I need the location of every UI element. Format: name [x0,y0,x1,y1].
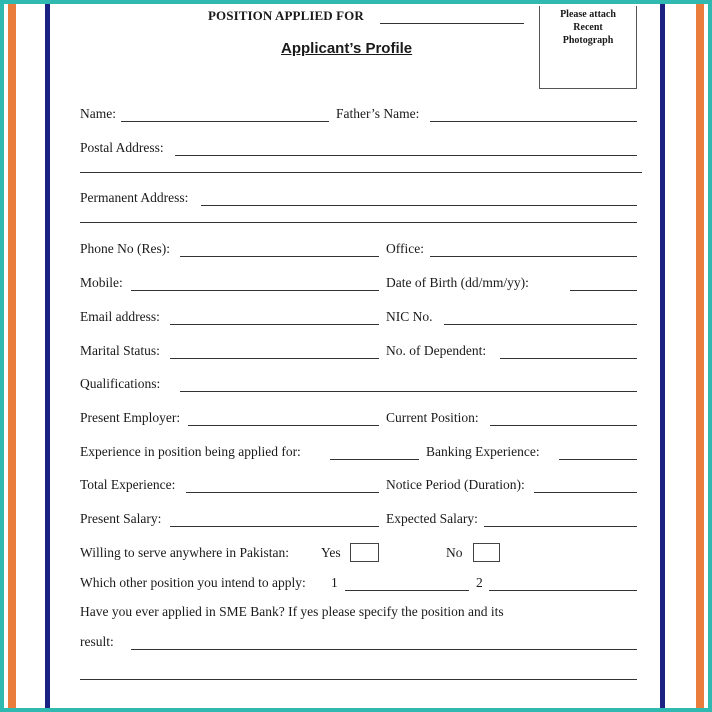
postal-address-field-line[interactable] [175,155,637,156]
postal-address-field-line-2[interactable] [80,172,642,173]
result-field-line-2[interactable] [80,679,637,680]
total-experience-label: Total Experience: [80,477,176,492]
permanent-address-field-line-2[interactable] [80,222,637,223]
current-position-label: Current Position: [386,410,479,425]
option-2-label: 2 [476,575,483,590]
marital-status-field-line[interactable] [170,358,379,359]
option-1-label: 1 [331,575,338,590]
result-label: result: [80,634,114,649]
postal-address-label: Postal Address: [80,140,164,155]
other-position-label: Which other position you intend to apply: [80,575,306,590]
email-label: Email address: [80,309,160,324]
date-of-birth-label: Date of Birth (dd/mm/yy): [386,275,529,290]
total-experience-field-line[interactable] [186,492,379,493]
qualifications-label: Qualifications: [80,376,161,391]
qualifications-field-line[interactable] [180,391,637,392]
notice-period-field-line[interactable] [534,492,637,493]
present-salary-label: Present Salary: [80,511,162,526]
right-orange-stripe [696,4,704,708]
phone-res-label: Phone No (Res): [80,241,170,256]
no-checkbox[interactable] [473,543,500,562]
dependents-label: No. of Dependent: [386,343,487,358]
date-of-birth-field-line[interactable] [570,290,637,291]
nic-label: NIC No. [386,309,433,324]
right-navy-stripe [660,4,665,708]
applied-before-question: Have you ever applied in SME Bank? If yes please specify the position and its [80,604,504,619]
position-applied-label: POSITION APPLIED FOR [208,8,364,23]
phone-res-field-line[interactable] [180,256,379,257]
present-employer-field-line[interactable] [188,425,379,426]
yes-checkbox[interactable] [350,543,379,562]
experience-position-field-line[interactable] [330,459,419,460]
banking-experience-field-line[interactable] [559,459,637,460]
permanent-address-label: Permanent Address: [80,190,189,205]
marital-status-label: Marital Status: [80,343,160,358]
photo-box[interactable] [539,6,637,89]
notice-period-label: Notice Period (Duration): [386,477,525,492]
office-field-line[interactable] [430,256,637,257]
experience-position-label: Experience in position being applied for: [80,444,301,459]
email-field-line[interactable] [170,324,379,325]
left-navy-stripe [45,4,50,708]
present-employer-label: Present Employer: [80,410,181,425]
nic-field-line[interactable] [444,324,637,325]
photo-box-text: Please attach Recent Photograph [560,9,616,46]
banking-experience-label: Banking Experience: [426,444,540,459]
left-orange-stripe [8,4,16,708]
fathers-name-label: Father’s Name: [336,106,420,121]
no-label: No [446,545,463,560]
expected-salary-label: Expected Salary: [386,511,478,526]
expected-salary-field-line[interactable] [484,526,637,527]
mobile-field-line[interactable] [131,290,379,291]
dependents-field-line[interactable] [500,358,637,359]
fathers-name-field-line[interactable] [430,121,637,122]
name-label: Name: [80,106,116,121]
position-applied-line[interactable] [380,23,524,24]
page-title: Applicant’s Profile [281,40,413,57]
mobile-label: Mobile: [80,275,123,290]
name-field-line[interactable] [121,121,329,122]
result-field-line[interactable] [131,649,637,650]
office-label: Office: [386,241,424,256]
option-2-field-line[interactable] [489,590,637,591]
present-salary-field-line[interactable] [170,526,379,527]
yes-label: Yes [321,545,341,560]
permanent-address-field-line[interactable] [201,205,637,206]
current-position-field-line[interactable] [490,425,637,426]
willing-to-serve-label: Willing to serve anywhere in Pakistan: [80,545,290,560]
option-1-field-line[interactable] [345,590,469,591]
